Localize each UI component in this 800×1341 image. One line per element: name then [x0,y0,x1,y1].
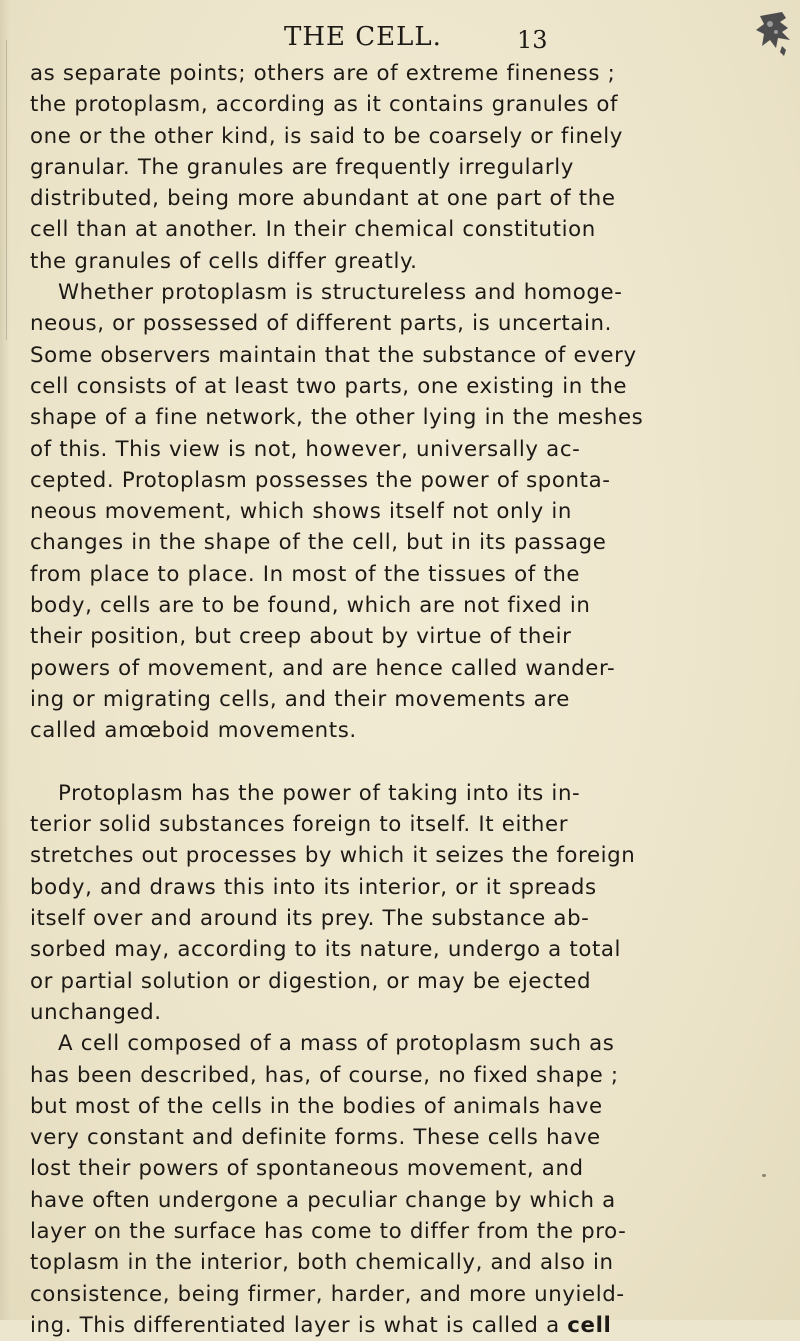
text-line: unchanged. [30,999,162,1025]
text-line: stretches out processes by which it seizes the foreign [30,843,636,869]
text-line: one or the other kind, is said to be coarsely or finely [30,123,623,149]
text-line: shape of a fine network, the other lying in the meshes [30,405,644,431]
text-line: Whether protoplasm is structureless and homoge- [58,280,623,306]
text-line: changes in the shape of the cell, but in its passage [30,530,607,556]
text-line: layer on the surface has come to differ from the pro- [30,1218,627,1244]
text-line: distributed, being more abundant at one part of the [30,186,616,212]
chapter-title: THE CELL. [284,22,442,52]
text-line: consistence, being firmer, harder, and more unyield- [30,1281,625,1307]
text-line: sorbed may, according to its nature, undergo a total [30,937,622,963]
text-line: their position, but creep about by virtue of their [30,624,572,650]
text-line: body, and draws this into its interior, or it spreads [30,874,597,900]
paragraph [30,1028,774,1341]
text-line: very constant and definite forms. These cells have [30,1125,601,1151]
body-text [30,58,774,1341]
text-line: Some observers maintain that the substance of every [30,342,637,368]
text-line: cell than at another. In their chemical constitution [30,217,596,243]
text-line: neous, or possessed of different parts, is uncertain. [30,311,613,337]
page-binding-shadow [0,0,10,1320]
running-head [0,18,800,58]
text-line: cell consists of at least two parts, one existing in the [30,373,628,399]
text-line: from place to place. In most of the tissues of the [30,561,581,587]
text-line: of this. This view is not, however, universally ac- [30,436,581,462]
paper-speck [762,1174,766,1177]
paragraph [30,778,774,1028]
text-line: powers of movement, and are hence called wander- [30,655,616,681]
library-stamp-icon [752,10,794,58]
defined-term: cell [567,1312,612,1338]
text-line: toplasm in the interior, both chemically, and also in [30,1250,614,1276]
text-line: body, cells are to be found, which are not fixed in [30,593,591,619]
final-line-text: ing. This differentiated layer is what is called a [30,1312,568,1338]
text-line: A cell composed of a mass of protoplasm such as [58,1031,615,1057]
text-line: but most of the cells in the bodies of animals have [30,1093,603,1119]
text-line: itself over and around its prey. The substance ab- [30,906,590,932]
text-line: cepted. Protoplasm possesses the power of sponta- [30,467,611,493]
text-line: ing or migrating cells, and their movements are [30,686,570,712]
text-line: granular. The granules are frequently irregularly [30,154,574,180]
text-line-final [30,1310,774,1341]
paragraph [30,58,774,277]
text-line: has been described, has, of course, no fixed shape ; [30,1062,619,1088]
text-line: the protoplasm, according as it contains granules of [30,92,619,118]
text-line [30,747,774,778]
text-line: Protoplasm has the power of taking into its in- [58,780,581,806]
text-line: have often undergone a peculiar change by which a [30,1187,616,1213]
page-number: 13 [517,26,548,54]
text-line: terior solid substances foreign to itself. It either [30,812,569,838]
text-line: as separate points; others are of extreme fineness ; [30,61,616,86]
text-line: lost their powers of spontaneous movement, and [30,1156,584,1182]
text-line: or partial solution or digestion, or may be ejected [30,968,592,994]
gutter-line [6,40,7,340]
text-line: called amœboid movements. [30,718,357,744]
paragraph [30,277,774,778]
text-line: neous movement, which shows itself not only in [30,499,572,525]
text-line: the granules of cells differ greatly. [30,248,418,274]
